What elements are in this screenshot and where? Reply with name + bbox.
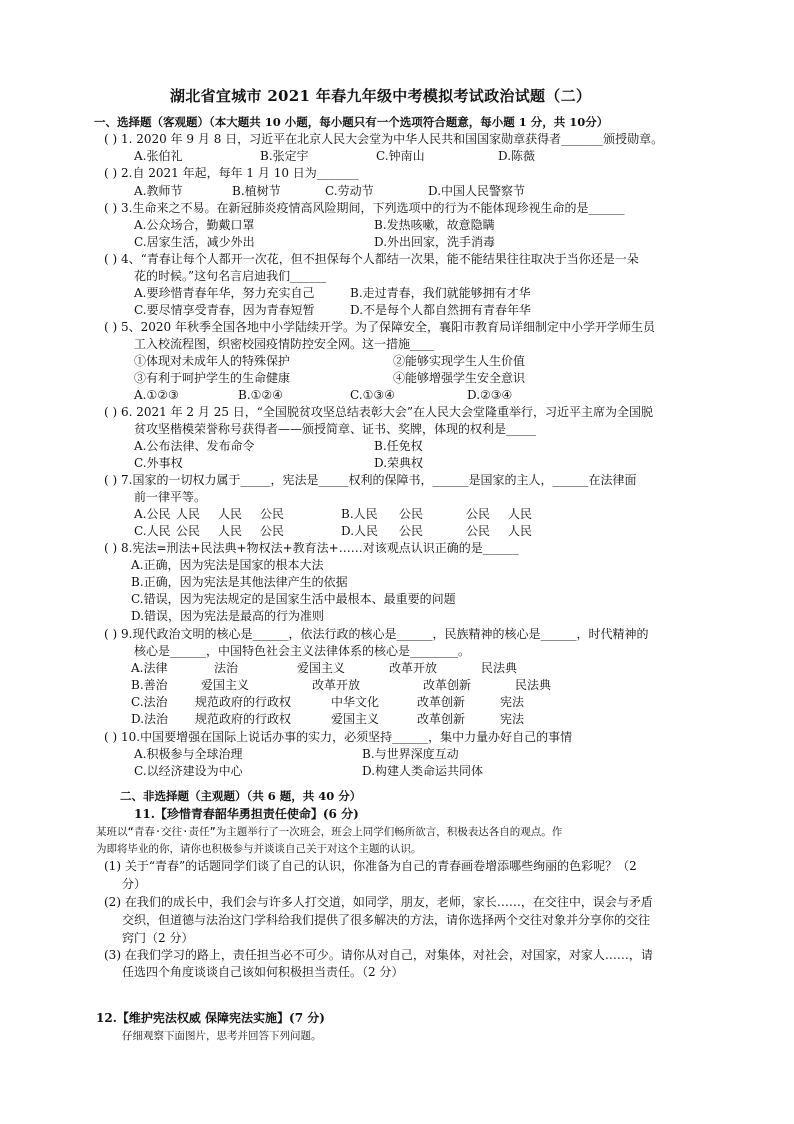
q9-c-1: C.法治 bbox=[131, 695, 168, 709]
q7-c-3: 人民 bbox=[218, 524, 243, 538]
q8-stem: ( ) 8.宪法=刑法+民法典+物权法+教育法+……对该观点认识正确的是______ bbox=[104, 541, 519, 555]
q11-part-3-cont: 任选四个角度谈谈自己该如何积极担当责任。（2 分） bbox=[122, 965, 404, 979]
q4-stem: ( ) 4、“青春让每个人都开一次花，但不担保每个人都结一次果，能不能结果往往取决于当你还是一朵 bbox=[104, 252, 639, 266]
q8-option-d: D.错误，因为宪法是最高的行为准则 bbox=[131, 609, 325, 623]
q10-option-b: B.与世界深度互动 bbox=[362, 747, 459, 761]
q4-option-c: C.要尽情享受青春，因为青春短暂 bbox=[134, 303, 315, 317]
q9-stem: ( ) 9.现代政治文明的核心是______，依法行政的核心是______，民族精神的核心是______，时代精神的 bbox=[104, 627, 649, 641]
q9-stem-cont: 核心是______，中国特色社会主义法律体系的核心是________。 bbox=[134, 644, 471, 658]
q7-d-4: 人民 bbox=[508, 524, 533, 538]
q11-part-1-cont: 分） bbox=[122, 877, 147, 891]
q10-stem: ( ) 10.中国要增强在国际上说话办事的实力，必须坚持______，集中力量办好自己的事情 bbox=[104, 730, 573, 744]
q7-d-1: D.人民 bbox=[341, 524, 379, 538]
q9-a-2: 法治 bbox=[214, 661, 239, 675]
q5-stem-cont: 工入校流程图，织密校园疫情防控安全网。这一措施____ bbox=[134, 337, 435, 351]
q11-part-1: (1) 关于“青春”的话题同学们谈了自己的认识，你准备为自己的青春画卷增添哪些绚丽的色彩呢？（2 bbox=[104, 859, 637, 873]
q1-option-b: B.张定宇 bbox=[260, 149, 309, 163]
q10-option-c: C.以经济建设为中心 bbox=[134, 764, 243, 778]
q9-d-3: 爱国主义 bbox=[331, 712, 380, 726]
q9-d-1: D.法治 bbox=[131, 712, 169, 726]
q8-option-a: A.正确，因为宪法是国家的根本大法 bbox=[131, 558, 324, 572]
q5-statement-3: ③有利于呵护学生的生命健康 bbox=[134, 371, 291, 385]
q4-stem-cont: 花的时候。”这句名言启迪我们______ bbox=[134, 269, 327, 283]
q9-c-4: 改革创新 bbox=[417, 695, 466, 709]
q7-c-1: C.人民 bbox=[134, 524, 171, 538]
q5-option-d: D.②③④ bbox=[467, 388, 513, 402]
q11-heading: 11.【珍惜青春韶华勇担责任使命】(6 分) bbox=[134, 807, 359, 821]
q9-d-2: 规范政府的行政权 bbox=[195, 712, 292, 726]
q6-option-c: C.外事权 bbox=[134, 456, 183, 470]
q9-option-c bbox=[131, 694, 524, 711]
q11-part-2-cont2: 窍门（2 分） bbox=[122, 931, 194, 945]
q7-stem-cont: 前一律平等。 bbox=[134, 490, 207, 504]
q11-part-2: (2) 在我们的成长中，我们会与许多人打交道，如同学，朋友，老师，家长……，在交往中，误会与矛盾 bbox=[104, 895, 653, 909]
q9-c-3: 中华文化 bbox=[331, 695, 380, 709]
q9-option-a bbox=[131, 660, 517, 677]
q2-option-b: B.植树节 bbox=[232, 184, 281, 198]
q9-c-2: 规范政府的行政权 bbox=[195, 695, 292, 709]
q5-stem: ( ) 5、2020 年秋季全国各地中小学陆续开学。为了保障安全，襄阳市教育局详细制定中小学开学师生员 bbox=[104, 320, 655, 334]
q7-a-1: A.公民 bbox=[134, 507, 171, 521]
q2-option-d: D.中国人民警察节 bbox=[428, 184, 526, 198]
q9-a-3: 爱国主义 bbox=[297, 661, 346, 675]
q4-option-b: B.走过青春，我们就能够拥有才华 bbox=[350, 286, 531, 300]
q5-statement-1: ①体现对未成年人的特殊保护 bbox=[134, 354, 291, 368]
q9-a-4: 改革开放 bbox=[389, 661, 438, 675]
q7-b-2: 公民 bbox=[399, 507, 424, 521]
q4-option-a: A.要珍惜青春年华，努力充实自己 bbox=[134, 286, 315, 300]
q6-option-d: D.荣典权 bbox=[374, 456, 424, 470]
q11-intro-cont: 为即将毕业的你，请你也积极参与并谈谈自己关于对这个主题的认识。 bbox=[96, 843, 422, 855]
q9-c-5: 宪法 bbox=[500, 695, 525, 709]
q7-d-3: 公民 bbox=[466, 524, 491, 538]
q9-a-5: 民法典 bbox=[481, 661, 518, 675]
q9-d-5: 宪法 bbox=[500, 712, 525, 726]
q3-option-a: A.公众场合，勤戴口罩 bbox=[134, 218, 255, 232]
q1-option-a: A.张伯礼 bbox=[134, 149, 183, 163]
q9-option-b bbox=[131, 677, 551, 694]
q1-option-d: D.陈薇 bbox=[498, 149, 536, 163]
q2-option-a: A.教师节 bbox=[134, 184, 183, 198]
q9-d-4: 改革创新 bbox=[417, 712, 466, 726]
q2-stem: ( ) 2.自 2021 年起，每年 1 月 10 日为_______ bbox=[104, 166, 359, 180]
q4-option-d: D.不是每个人都自然拥有青春年华 bbox=[350, 303, 532, 317]
q3-option-d: D.外出回家，洗手消毒 bbox=[374, 235, 496, 249]
q12-intro: 仔细观察下面图片，思考并回答下列问题。 bbox=[122, 1030, 322, 1042]
q9-b-3: 改革开放 bbox=[312, 678, 361, 692]
q7-a-3: 人民 bbox=[218, 507, 243, 521]
q7-c-4: 公民 bbox=[260, 524, 285, 538]
q1-option-c: C.钟南山 bbox=[376, 149, 425, 163]
q5-statement-4: ④能够增强学生安全意识 bbox=[393, 371, 526, 385]
q7-option-a bbox=[134, 506, 284, 523]
q10-option-d: D.构建人类命运共同体 bbox=[362, 764, 484, 778]
q7-c-2: 公民 bbox=[176, 524, 201, 538]
q5-option-c: C.①③④ bbox=[350, 388, 395, 402]
q6-stem: ( ) 6. 2021 年 2 月 25 日，“全国脱贫攻坚总结表彰大会”在人民大会堂隆重举行，习近平主席为全国脱 bbox=[104, 405, 654, 419]
q5-statement-2: ②能够实现学生人生价值 bbox=[393, 354, 526, 368]
q7-a-2: 人民 bbox=[176, 507, 201, 521]
q7-b-1: B.人民 bbox=[341, 507, 378, 521]
q9-b-1: B.善治 bbox=[131, 678, 168, 692]
q11-part-3: (3) 在我们学习的路上，责任担当必不可少。请你从对自己，对集体，对社会，对国家，对家人……，请 bbox=[104, 948, 653, 962]
q8-option-c: C.错误，因为宪法规定的是国家生活中最根本、最重要的问题 bbox=[131, 592, 456, 606]
q7-a-4: 公民 bbox=[260, 507, 285, 521]
q7-d-2: 公民 bbox=[399, 524, 424, 538]
q3-stem: ( ) 3.生命来之不易。在新冠肺炎疫情高风险期间，下列选项中的行为不能体现珍视生命的是______ bbox=[104, 201, 625, 215]
section-heading-choice: 一、选择题（客观题）（本大题共 10 小题，每小题只有一个选项符合题意，每小题 1 分，共 10分） bbox=[94, 115, 609, 129]
q6-option-b: B.任免权 bbox=[374, 439, 423, 453]
q7-option-c bbox=[134, 523, 284, 540]
q12-heading: 12.【维护宪法权威 保障宪法实施】(7 分) bbox=[96, 1011, 325, 1025]
q5-option-b: B.①②④ bbox=[238, 388, 283, 402]
q7-b-4: 人民 bbox=[508, 507, 533, 521]
q7-option-d bbox=[341, 523, 532, 540]
q9-b-2: 爱国主义 bbox=[201, 678, 250, 692]
q3-option-b: B.发热咳嗽，故意隐瞒 bbox=[374, 218, 495, 232]
q11-part-2-cont: 交织，但道德与法治这门学科给我们提供了很多解决的方法，请你选择两个交往对象并分享你的交往 bbox=[122, 913, 651, 927]
q9-option-d bbox=[131, 711, 524, 728]
q7-stem: ( ) 7.国家的一切权力属于_____，宪法是_____权利的保障书，______是国家的主人，______在法律面 bbox=[104, 473, 637, 487]
q3-option-c: C.居家生活，减少外出 bbox=[134, 235, 255, 249]
q9-b-4: 改革创新 bbox=[423, 678, 472, 692]
q7-option-b bbox=[341, 506, 532, 523]
q9-b-5: 民法典 bbox=[515, 678, 552, 692]
q8-option-b: B.正确，因为宪法是其他法律产生的依据 bbox=[131, 575, 348, 589]
q5-option-a: A.①②③ bbox=[134, 388, 179, 402]
q6-stem-cont: 贫攻坚楷模荣誉称号获得者——颁授简章、证书、奖牌，体现的权利是_____ bbox=[134, 422, 537, 436]
q10-option-a: A.积极参与全球治理 bbox=[134, 747, 243, 761]
q6-option-a: A.公布法律、发布命令 bbox=[134, 439, 255, 453]
q1-stem: ( ) 1. 2020 年 9 月 8 日，习近平在北京人民大会堂为中华人民共和国国家勋章获得者_______颁授勋章。 bbox=[104, 132, 664, 146]
page-title: 湖北省宜城市 2021 年春九年级中考模拟考试政治试题（二） bbox=[170, 87, 592, 105]
q7-b-3: 公民 bbox=[466, 507, 491, 521]
q9-a-1: A.法律 bbox=[131, 661, 168, 675]
q2-option-c: C.劳动节 bbox=[325, 184, 374, 198]
section-heading-open: 二、非选择题（主观题）（共 6 题，共 40 分） bbox=[120, 789, 362, 803]
q11-intro: 某班以“青春·交往·责任”为主题举行了一次班会，班会上同学们畅所欲言，积极表达各自的观点。作 bbox=[96, 826, 563, 838]
